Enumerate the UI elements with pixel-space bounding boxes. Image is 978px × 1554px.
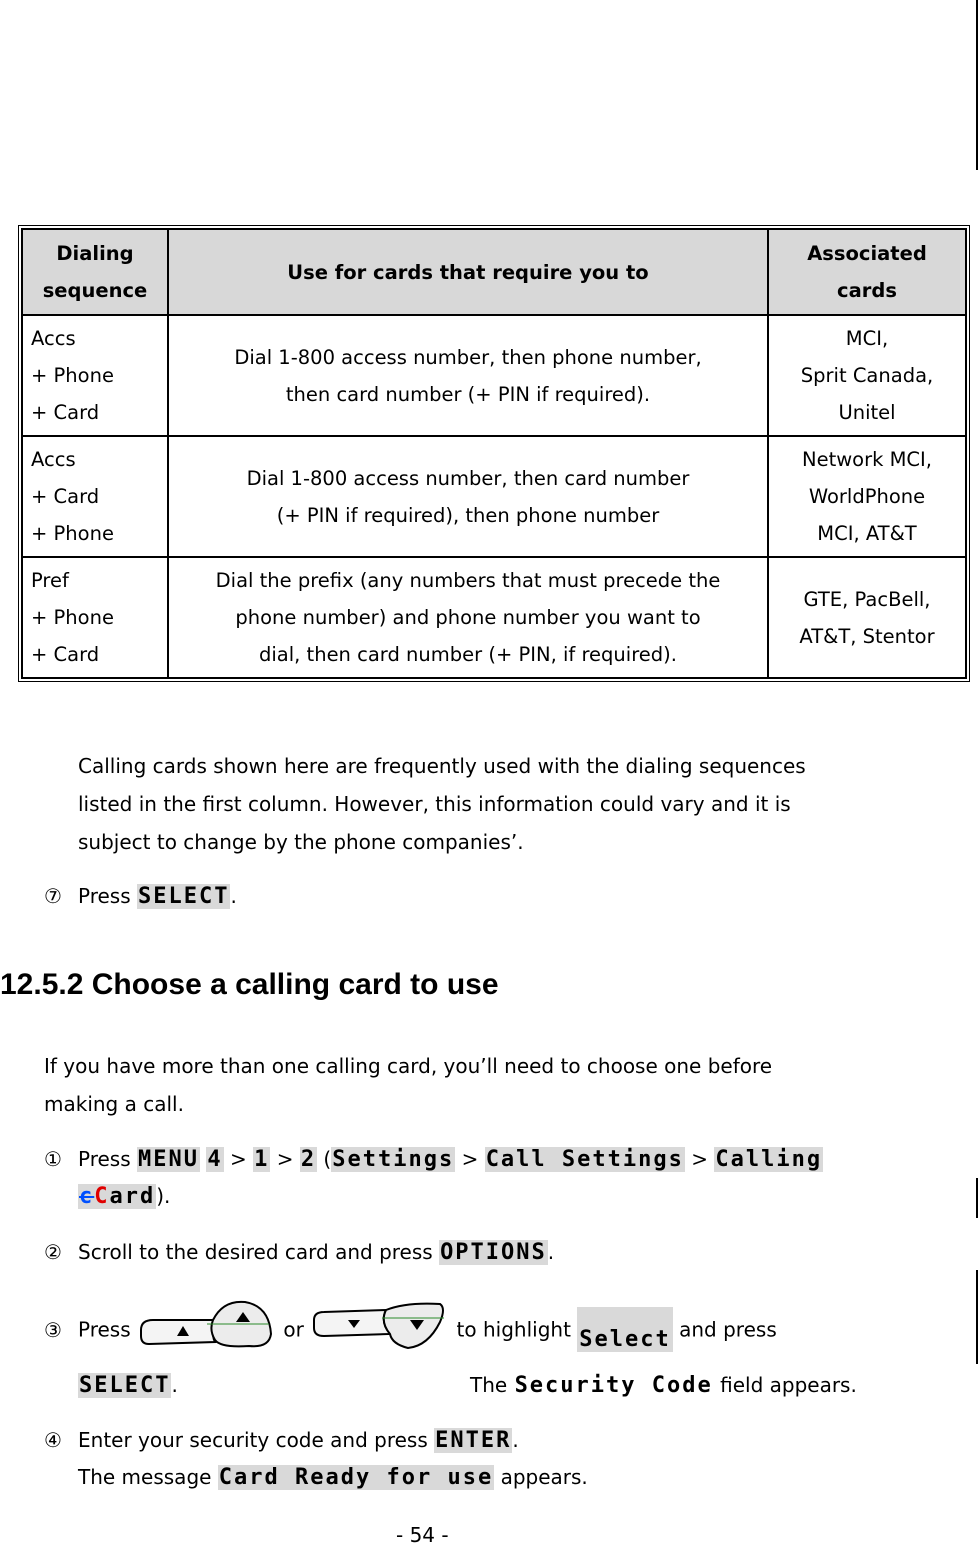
use-cell: Dial 1-800 access number, then card number (+ PIN if required), then phone number [168,436,768,557]
step-3: ③ Press or to highlight Select and press [44,1298,777,1361]
step-number: ② [44,1240,62,1264]
table-row [22,315,966,436]
table-row [22,557,966,678]
seq-cell: Accs + Card + Phone [22,436,168,557]
use-cell: Dial the prefix (any numbers that must precede the phone number) and phone number you want to dial, then card number (+ PIN, if required). [168,557,768,678]
card-ready-message: Card Ready for use [218,1465,494,1490]
cards-cell: MCI, Sprit Canada, Unitel [768,315,966,436]
settings-label: Settings [332,1147,455,1172]
step-3-continued: SELECT. [79,1373,178,1398]
key-2: 2 [300,1147,317,1172]
select-key: SELECT [79,1373,171,1398]
header-use-for: Use for cards that require you to [168,229,768,315]
key-1: 1 [254,1147,270,1172]
card-label: cCard [79,1184,156,1209]
step-7: ⑦ Press SELECT. [44,877,237,916]
step-4-message: The message Card Ready for use appears. [78,1465,588,1490]
seq-cell: Pref + Phone + Card [22,557,168,678]
step-2: ② Scroll to the desired card and press OPTIONS. [44,1233,554,1272]
step-4: ④ Enter your security code and press ENTER. [44,1421,519,1460]
dialing-sequence-table [18,225,970,682]
select-softkey: Select [577,1307,672,1352]
security-code-label: Security Code [514,1373,713,1398]
section-title: 12.5.2 Choose a calling card to use [0,968,499,1001]
options-key: OPTIONS [440,1240,547,1265]
use-cell: Dial 1-800 access number, then phone number, then card number (+ PIN if required). [168,315,768,436]
header-dialing-sequence: Dialing sequence [22,229,168,315]
security-code-note: The Security Code field appears. [470,1373,857,1398]
table-header-row [22,229,966,315]
step-1-continued: cCard). [79,1184,171,1209]
table-row [22,436,966,557]
menu-key: MENU [138,1147,199,1172]
select-key: SELECT [138,884,230,909]
inserted-c: C [94,1184,110,1209]
enter-key: ENTER [435,1428,512,1453]
calling-label: Calling [715,1147,823,1172]
down-arrow-button-icon [310,1298,450,1361]
step-number: ③ [44,1317,62,1342]
call-settings-label: Call Settings [485,1147,684,1172]
cards-cell: GTE, PacBell, AT&T, Stentor [768,557,966,678]
header-associated-cards: Associated cards [768,229,966,315]
key-4: 4 [207,1147,223,1172]
step-number: ① [44,1147,62,1171]
step-number: ⑦ [44,884,62,908]
step-1: ① Press MENU 4 > 1 > 2 (Settings > Call Settings > Calling [44,1140,823,1179]
seq-cell: Accs + Phone + Card [22,315,168,436]
step-number: ④ [44,1428,62,1452]
cards-cell: Network MCI, WorldPhone MCI, AT&T [768,436,966,557]
up-arrow-button-icon [137,1298,277,1361]
deleted-c: c [79,1184,95,1209]
page-number: - 54 - [396,1523,449,1547]
intro-paragraph: If you have more than one calling card, you’ll need to choose one before making a call. [44,1054,773,1116]
note-paragraph: Calling cards shown here are frequently used with the dialing sequences listed in the first column. However, this information could vary and it is subject to change by the phone companies’. [78,754,806,854]
